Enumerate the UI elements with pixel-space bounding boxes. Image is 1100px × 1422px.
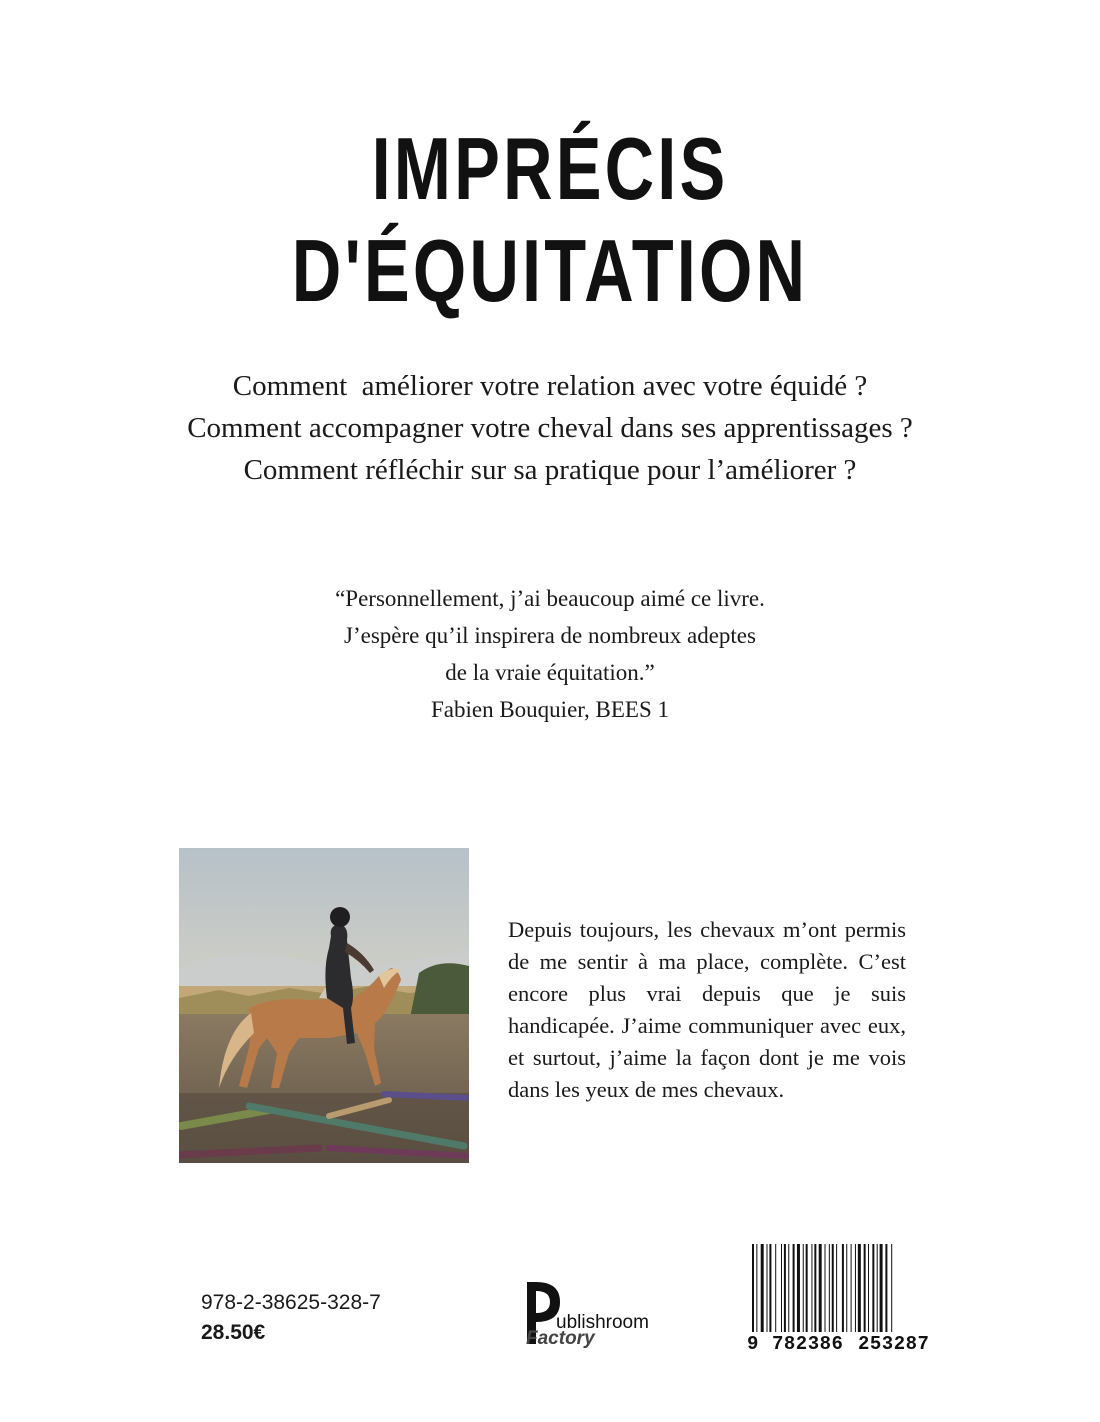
publishroom-factory-logo xyxy=(522,1280,652,1355)
book-title xyxy=(0,118,1100,322)
price: 28.50€ xyxy=(201,1321,266,1344)
author-photo xyxy=(179,848,469,1163)
isbn-price-block xyxy=(201,1288,381,1348)
barcode-digit-group-2: 253287 xyxy=(858,1333,930,1355)
quote-attribution: Fabien Bouquier, BEES 1 xyxy=(430,697,669,722)
barcode-digit-first: 9 xyxy=(747,1333,759,1355)
publisher-logo xyxy=(522,1280,652,1355)
title-line-1: IMPRÉCIS xyxy=(371,119,729,218)
author-bio: Depuis toujours, les chevaux m’ont permis de me sentir à ma place, complète. C’est encore plus vrai depuis que je suis handicapée. J’aime communiquer avec eux, et surtout, j’aime la façon dont je me vois dans les yeux de mes chevaux. xyxy=(508,917,906,1102)
question-3: Comment réfléchir sur sa pratique pour l’améliorer ? xyxy=(243,454,857,486)
testimonial-quote xyxy=(0,580,1100,728)
barcode-digit-group-1: 782386 xyxy=(772,1333,844,1355)
questions-block xyxy=(0,365,1100,491)
quote-line-1: “Personnellement, j’ai beaucoup aimé ce livre. xyxy=(335,586,765,611)
question-1: Comment améliorer votre relation avec votre équidé ? xyxy=(232,370,868,402)
title-line-2: D'ÉQUITATION xyxy=(291,221,809,320)
publisher-name-2: Factory xyxy=(526,1328,595,1349)
quote-line-3: de la vraie équitation.” xyxy=(445,660,655,685)
publisher-name-1: ublishroom xyxy=(556,1312,649,1333)
horse-rider-illustration xyxy=(179,848,469,1163)
question-2: Comment accompagner votre cheval dans ses apprentissages ? xyxy=(187,412,913,444)
isbn-number: 978-2-38625-328-7 xyxy=(201,1291,381,1314)
barcode-digits xyxy=(748,1332,948,1356)
quote-line-2: J’espère qu’il inspirera de nombreux adeptes xyxy=(344,623,756,648)
